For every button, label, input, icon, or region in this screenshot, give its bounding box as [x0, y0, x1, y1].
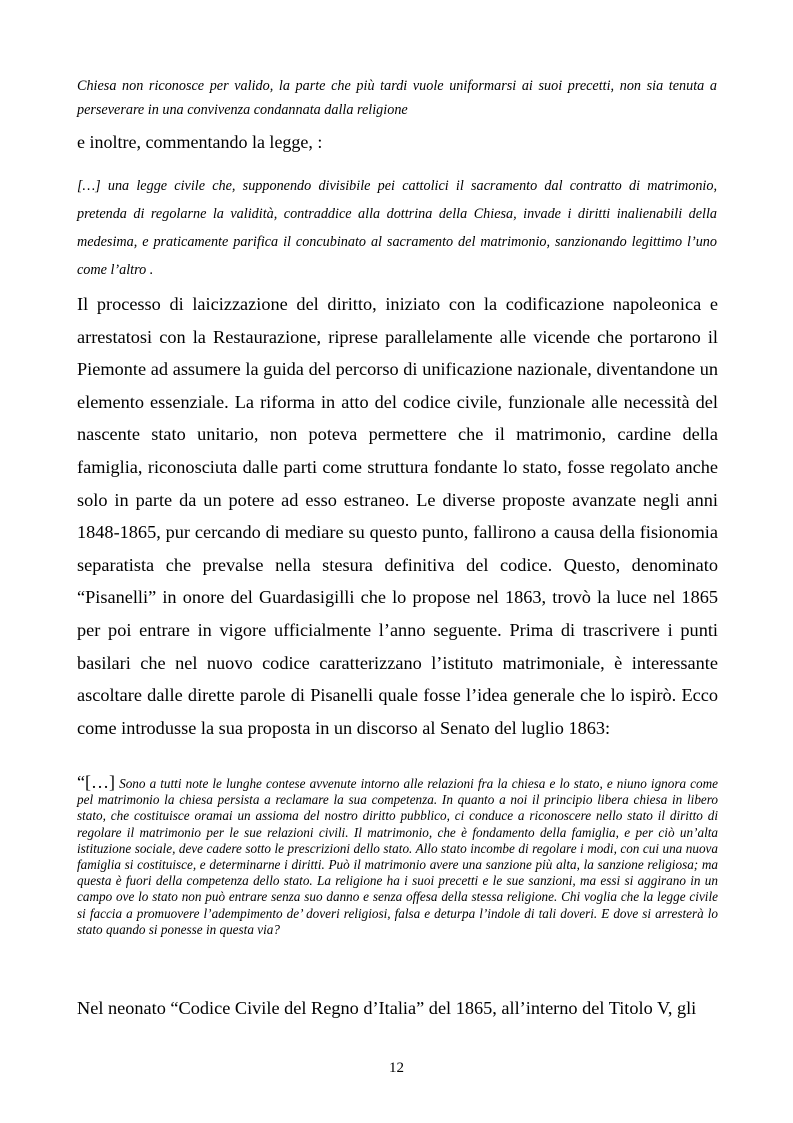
closing-line: Nel neonato “Codice Civile del Regno d’Italia” del 1865, all’interno del Titolo V, gli — [77, 998, 697, 1018]
block-quote-3-text: Sono a tutti note le lunghe contese avvenute intorno alle relazioni fra la chiesa e lo stato, e niuno ignora come pel matrimonio la chiesa persista a reclamare la sua competenza. In quanto a noi il principio libera chiesa in libero stato, che costituisce oramai un assioma del nostro diritto pubblico, ci conduce a riconoscere nello stato il diritto di regolare il matrimonio per le sue relazioni civili. Il matrimonio, che è fondamento della famiglia, e per ciò un’alta istituzione sociale, deve cadere sotto le prescrizioni dello stato. Allo stato incombe di regolare i modi, con cui una nuova famiglia si costituisce, e determinarne i diritti. Può il matrimonio avere una sanzione più alta, la sanzione religiosa; ma questa è fuori della competenza dello stato. La religione ha i suoi precetti e le sue sanzioni, ma essi si aggirano in un campo ove lo stato non può entrare senza suo danno e senza offesa della stessa religione. Chi voglia che la legge civile si faccia a promuovere l’adempimento de’ doveri religiosi, falsa e deturpa l’indole di tali doveri. E dove si arresterà lo stato quando si ponesse in questa via? — [77, 776, 719, 937]
block-quote-3 — [77, 774, 718, 938]
block-quote-1: Chiesa non riconosce per valido, la parte che più tardi vuole uniformarsi ai suoi precetti, non sia tenuta a perseverare in una convivenza condannata dalla religione — [77, 78, 717, 118]
body-paragraph: Il processo di laicizzazione del diritto, iniziato con la codificazione napoleonica e arrestatosi con la Restaurazione, riprese parallelamente alle vicende che portarono il Piemonte ad assumere la guida del percorso di unificazione nazionale, diventandone un elemento essenziale. La riforma in atto del codice civile, funzionale alle necessità del nascente stato unitario, non poteva permettere che il matrimonio, cardine della famiglia, riconosciuta dalle parti come struttura fondante lo stato, fosse regolato anche solo in parte da un potere ad esso estraneo. Le diverse proposte avanzate negli anni 1848-1865, pur cercando di mediare su questo punto, fallirono a causa della fisionomia separatista che prevalse nella stesura definitiva del codice. Questo, denominato “Pisanelli” in onore del Guardasigilli che lo propose nel 1863, trovò la luce nel 1865 per poi entrare in vigore ufficialmente l’anno seguente. Prima di trascrivere i punti basilari che nel nuovo codice caratterizzano l’istituto matrimoniale, è interessante ascoltare dalle dirette parole di Pisanelli quale fosse l’idea generale che lo ispirò. Ecco come introdusse la sua proposta in un discorso al Senato del luglio 1863: — [77, 294, 718, 738]
page-number: 12 — [389, 1060, 404, 1076]
quote-open-mark: “[…] — [77, 772, 115, 792]
block-quote-2: […] una legge civile che, supponendo divisibile pei cattolici il sacramento dal contratto di matrimonio, pretenda di regolarne la validità, contraddice alla dottrina della Chiesa, invade i diritti inalienabili della medesima, e praticamente parifica il concubinato al sacramento del matrimonio, sanzionando legittimo l’uno come l’altro . — [77, 178, 717, 278]
intro-line: e inoltre, commentando la legge, : — [77, 132, 323, 152]
